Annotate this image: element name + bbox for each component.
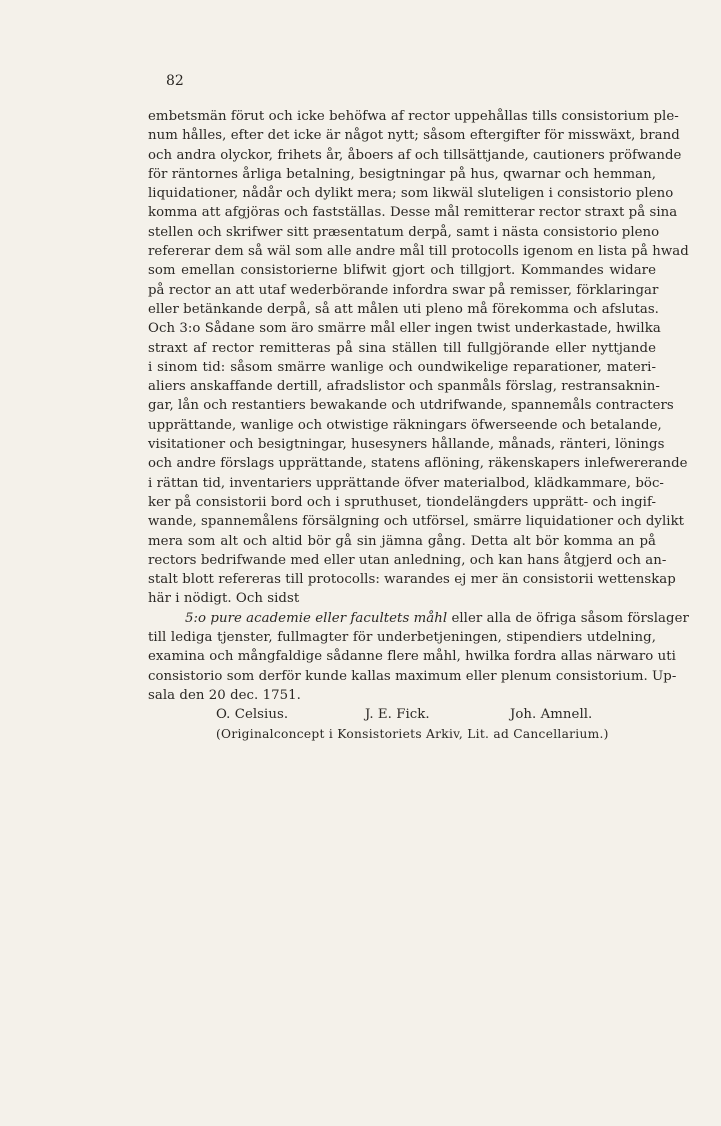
text-line: aliers anskaffande dertill, afradslistor och spanmåls förslag, restransaknin- — [148, 379, 660, 395]
text-line: här i nödigt. Och sidst — [148, 591, 300, 607]
page-number: 82 — [166, 73, 184, 89]
text-line: visitationer och besigtningar, husesyners hållande, månads, ränteri, lönings — [148, 437, 665, 453]
text-line: i rättan tid, inventariers upprättande öfver materialbod, klädkammare, böc- — [148, 475, 664, 491]
item-5-number: 5:o — [185, 610, 207, 626]
text-line: komma att afgjöras och fastställas. Desse mål remitterar rector straxt på sina — [148, 205, 678, 221]
source-note: (Originalconcept i Konsistoriets Arkiv, Lit. ad Cancellarium.) — [216, 726, 609, 741]
text-line: mera som alt och altid bör gå sin jämna gång. Detta alt bör komma an på — [148, 533, 656, 549]
text-line: consistorio som derför kunde kallas maximum eller plenum consistorium. Up- — [148, 668, 677, 684]
text-line: embetsmän förut och icke behöfwa af rector uppehållas tills consistorium ple- — [148, 109, 679, 124]
text-line: liquidationer, nådår och dylikt mera; som likwäl sluteligen i consistorio pleno — [148, 186, 674, 202]
item-5-italic-text: pure academie eller facultets måhl — [210, 610, 448, 626]
signature-amnell: Joh. Amnell. — [510, 707, 593, 723]
text-line: wande, spannemålens försälgning och utförsel, smärre liquidationer och dylikt — [148, 514, 685, 530]
item-5-first-line — [148, 609, 689, 628]
text-line: gar, lån och restantiers bewakande och utdrifwande, spannemåls contracters — [148, 398, 674, 414]
item-5-rest: eller alla de öfriga såsom förslager — [451, 610, 689, 626]
text-line: på rector an att utaf wederbörande infordra swar på remisser, förklaringar — [148, 282, 659, 298]
text-line: stalt blott refereras till protocolls: warandes ej mer än consistorii wettenskap — [148, 572, 676, 588]
text-line: Och 3:o Sådane som äro smärre mål eller ingen twist underkastade, hwilka — [148, 321, 661, 337]
text-line: num hålles, efter det icke är något nytt; såsom eftergifter för misswäxt, brand — [148, 128, 680, 144]
text-line: refererar dem så wäl som alle andre mål till protocolls igenom en lista på hwad — [148, 244, 689, 260]
text-line: och andre förslags upprättande, statens aflöning, räkenskapers inlefwererande — [148, 456, 688, 472]
body-text — [148, 107, 689, 744]
signature-fick: J. E. Fick. — [365, 707, 430, 723]
text-line: upprättande, wanlige och otwistige räkningars öfwerseende och betalande, — [148, 417, 662, 433]
signature-celsius: O. Celsius. — [216, 707, 289, 723]
text-line: ker på consistorii bord och i spruthuset, tiondelängders upprätt- och ingif- — [148, 494, 656, 510]
text-line: eller betänkande derpå, så att målen uti pleno må förekomma och afslutas. — [148, 301, 659, 317]
text-line: straxt af rector remitteras på sina ställen till fullgjörande eller nyttjande — [148, 340, 656, 356]
text-line: som emellan consistorierne blifwit gjort och tillgjort. Kommandes widare — [148, 263, 656, 279]
text-line: i sinom tid: såsom smärre wanlige och oundwikelige reparationer, materi- — [148, 359, 656, 375]
text-line: rectors bedrifwande med eller utan anledning, och kan hans åtgjerd och an- — [148, 552, 667, 568]
text-line: stellen och skrifwer sitt præsentatum derpå, samt i nästa consistorio pleno — [148, 224, 660, 240]
text-line: examina och mångfaldige sådanne flere måhl, hwilka fordra allas närwaro uti — [148, 649, 676, 665]
text-line: till lediga tjenster, fullmagter för underbetjeningen, stipendiers utdelning, — [148, 630, 656, 646]
text-line: för räntornes årliga betalning, besigtningar på hus, qwarnar och hemman, — [148, 166, 656, 182]
closing-line: sala den 20 dec. 1751. — [148, 687, 301, 703]
text-line: och andra olyckor, frihets år, åboers af och tillsättjande, cautioners pröfwande — [148, 147, 682, 163]
signatures — [148, 705, 656, 724]
